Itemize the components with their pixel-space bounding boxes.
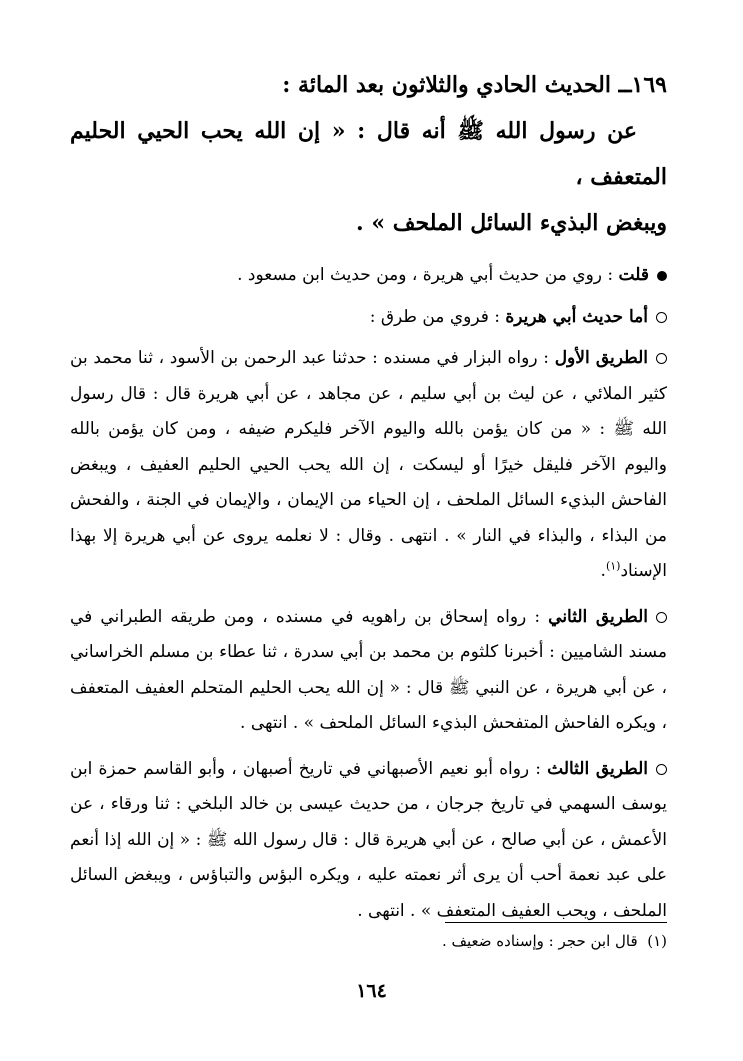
tariq-2-label: الطريق الثاني [548,606,649,627]
tariq-2-paragraph [70,600,667,742]
footnote-divider [445,922,667,923]
hollow-bullet-icon [656,764,667,775]
filled-bullet-icon [657,271,667,281]
tariq-1-paragraph: الطريق الأول : رواه البزار في مسنده : حدثنا عبد الرحمن بن الأسود ، ثنا محمد بن كثير الملائي ، عن ليث بن أبي سليم ، عن مجاهد ، عن أبي هريرة قال : قال رسول الله ﷺ : « من كان يؤمن بالله واليوم الآخر فليكرم ضيفه ، ومن كان يؤمن بالله واليوم الآخر فليقل خيرًا أو ليسكت ، إن الله يحب الحيي الحليم العفيف ، ويبغض الفاحش البذيء السائل الملحف ، إن الحياء من الإيمان ، والإيمان في الجنة ، والفحش من البذاء ، والبذاء في النار » . انتهى . وقال : لا نعلمه يروى عن أبي هريرة إلا بهذا الإسناد$^{(١)}$. [70,348,667,581]
footnote-marker: (١) [647,932,667,950]
qult-text: : روي من حديث أبي هريرة ، ومن حديث ابن مسعود . [237,265,614,285]
tariq-3-text: : رواه أبو نعيم الأصبهاني في تاريخ أصبهان ، وأبو القاسم حمزة ابن يوسف السهمي في تاريخ جرجان ، من حديث عيسى بن خالد البلخي : ثنا ورقاء ، عن الأعمش ، عن أبي صالح ، عن أبي هريرة قال : قال رسول الله ﷺ : « إن الله إذا أنعم على عبد نعمة أحب أن يرى أثر نعمته عليه ، ويكره البؤس والتباؤس ، ويبغض السائل الملحف ، ويحب العفيف المتعفف » . انتهى . [70,758,667,921]
abu-hurayra-label: أما حديث أبي هريرة [505,306,648,327]
footnote [442,930,667,952]
hollow-bullet-icon [656,612,667,623]
hollow-bullet-icon [656,353,667,364]
qult-label: قلت [618,265,649,285]
qult-paragraph [70,258,667,294]
hollow-bullet-icon [656,312,667,323]
footnote-text: قال ابن حجر : وإسناده ضعيف . [441,932,638,950]
hadith-heading-line-2 [70,108,667,200]
tariq-2-text: : رواه إسحاق بن راهويه في مسنده ، ومن طريقه الطبراني في مسند الشاميين : أخبرنا كلثوم بن محمد بن أبي سدرة ، ثنا عطاء بن مسلم الخراساني ، عن أبي هريرة ، عن النبي ﷺ قال : « إن الله يحب الحليم المتحلم العفيف المتعفف ، ويكره الفاحش المتفحش البذيء السائل الملحف » . انتهى . [70,606,667,733]
hadith-heading-line-1: ١٦٩ــ الحديث الحادي والثلاثون بعد المائة : [282,72,667,98]
abu-hurayra-paragraph [70,300,667,336]
tariq-1-text: : رواه البزار في مسنده : حدثنا عبد الرحمن بن الأسود ، ثنا محمد بن كثير الملائي ، عن ليث بن أبي سليم ، عن مجاهد ، عن أبي هريرة قال : قال رسول الله ﷺ : « من كان يؤمن بالله واليوم الآخر فليكرم ضيفه ، ومن كان يؤمن بالله واليوم الآخر فليقل خيرًا أو ليسكت ، إن الله يحب الحيي الحليم العفيف ، ويبغض الفاحش البذيء السائل الملحف ، إن الحياء من الإيمان ، والإيمان في الجنة ، والفحش من البذاء ، والبذاء في النار » . انتهى . وقال : لا نعلمه يروى عن أبي هريرة إلا بهذا الإسناد [70,348,667,581]
page-number: ١٦٤ [356,980,387,1002]
tariq-3-label: الطريق الثالث [547,758,648,779]
tariq-1-label: الطريق الأول [554,348,649,368]
footnote-reference: (١) [605,559,621,573]
hadith-text-start: عن رسول الله ﷺ أنه قال : « إن الله يحب الحيي الحليم المتعفف ، [70,118,667,190]
tariq-3-paragraph [70,752,667,930]
hadith-heading-line-3: ويبغض البذيء السائل الملحف » . [356,210,667,236]
abu-hurayra-text: : فروي من طرق : [369,306,500,327]
